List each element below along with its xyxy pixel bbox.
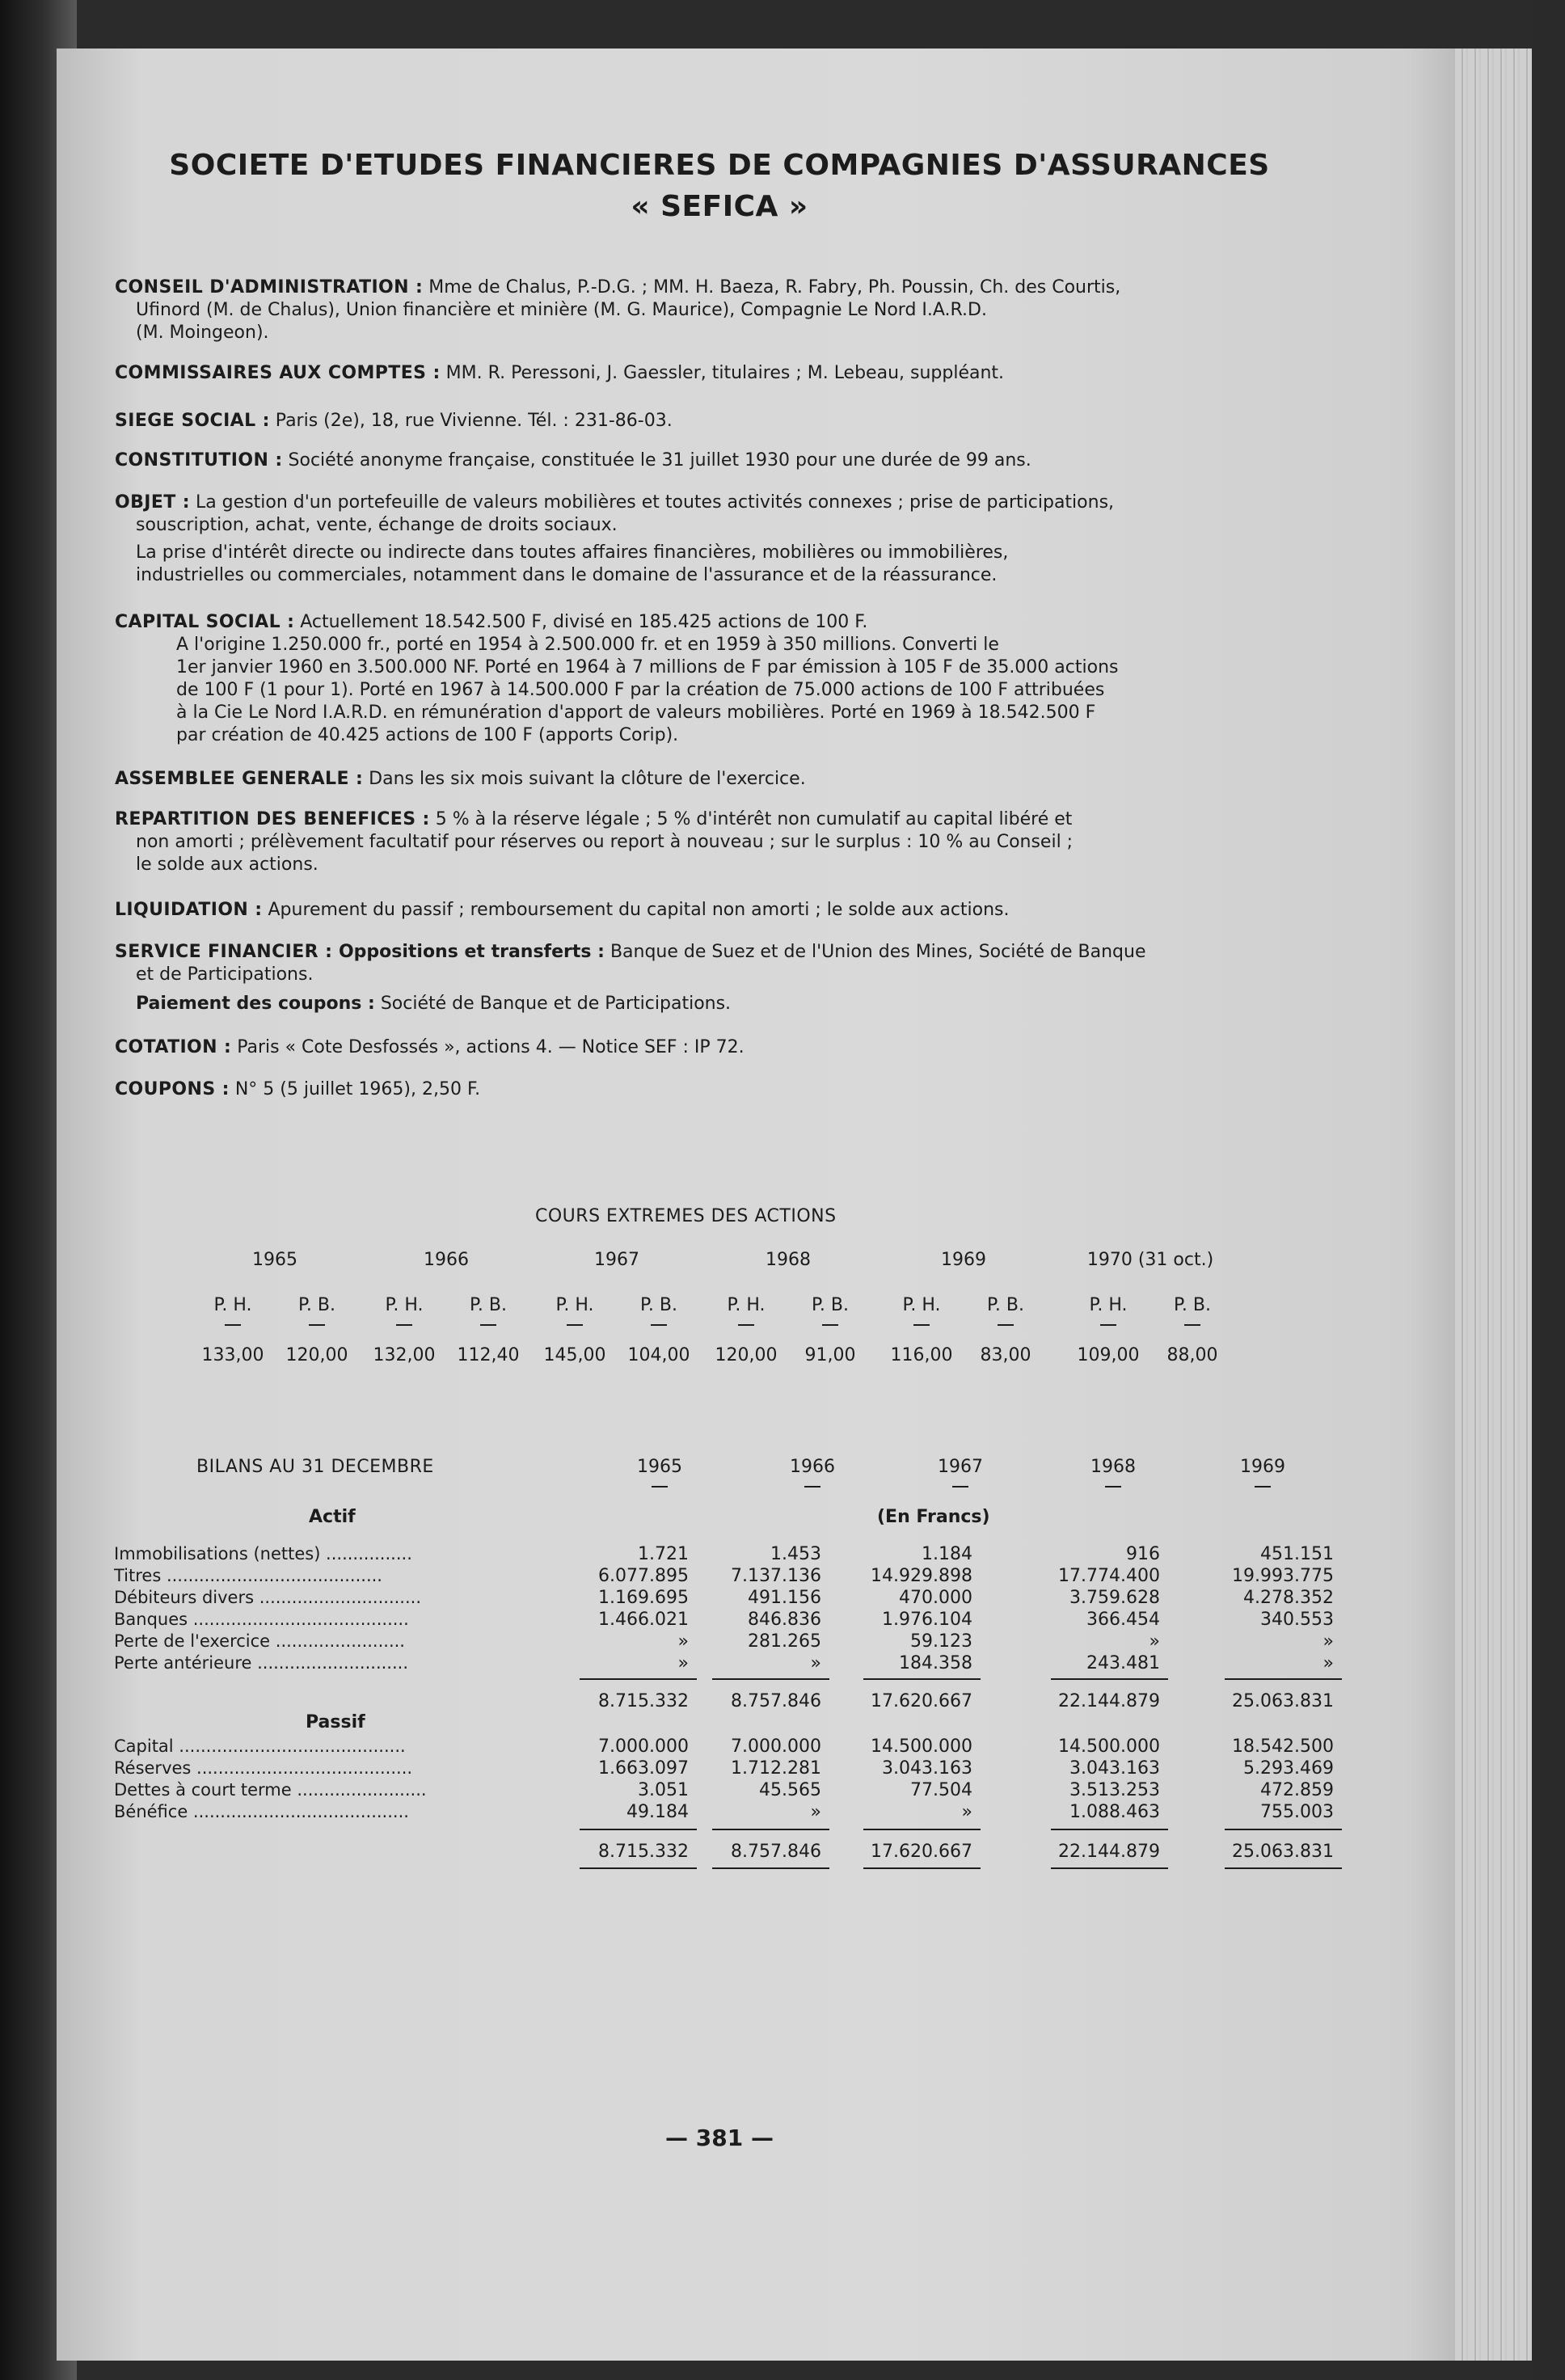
actif-value: » — [810, 1653, 821, 1673]
actif-value: 243.481 — [1086, 1653, 1160, 1673]
passif-value: 18.542.500 — [1232, 1736, 1334, 1757]
cours-header-pb: P. B. — [812, 1295, 849, 1315]
total-rule — [1225, 1867, 1342, 1869]
coupons-text: N° 5 (5 juillet 1965), 2,50 F. — [229, 1079, 481, 1099]
cours-year: 1970 (31 oct.) — [1086, 1250, 1214, 1270]
commissaires-text: MM. R. Peressoni, J. Gaessler, titulaires ; M. Lebeau, suppléant. — [440, 363, 1005, 383]
cours-year: 1966 — [424, 1250, 469, 1270]
dash-divider — [651, 1324, 667, 1326]
actif-value: » — [1322, 1631, 1334, 1652]
total-rule — [580, 1678, 697, 1680]
conseil-text-2: Ufinord (M. de Chalus), Union financière et minière (M. G. Maurice), Compagnie Le Nord I.A.R.D. — [136, 300, 987, 320]
cours-header-ph: P. H. — [555, 1295, 594, 1315]
cours-header-pb: P. B. — [470, 1295, 507, 1315]
objet-text-4: industrielles ou commerciales, notamment dans le domaine de l'assurance et de la réassurance. — [136, 565, 998, 585]
repartition-paragraph — [115, 808, 1311, 876]
total-rule — [712, 1829, 829, 1830]
actif-label: Actif — [309, 1507, 356, 1527]
dash-divider — [1100, 1324, 1116, 1326]
cours-header-ph: P. H. — [213, 1295, 252, 1315]
service-text-3: Société de Banque et de Participations. — [374, 994, 732, 1014]
cours-header-pb: P. B. — [987, 1295, 1024, 1315]
actif-total-value: 22.144.879 — [1058, 1691, 1160, 1711]
conseil-label: CONSEIL D'ADMINISTRATION : — [115, 277, 424, 298]
actif-value: » — [1322, 1653, 1334, 1673]
liquidation-paragraph — [115, 899, 1311, 922]
dash-divider — [804, 1486, 820, 1488]
capital-text-6: par création de 40.425 actions de 100 F (apports Corip). — [176, 725, 679, 745]
cours-year: 1969 — [941, 1250, 986, 1270]
total-rule — [863, 1678, 981, 1680]
passif-value: 1.088.463 — [1069, 1802, 1160, 1822]
objet-text-3: La prise d'intérêt directe ou indirecte dans toutes affaires financières, mobilières ou immobilières, — [136, 542, 1009, 563]
repartition-text: 5 % à la réserve légale ; 5 % d'intérêt non cumulatif au capital libéré et — [429, 809, 1073, 829]
actif-total-value: 17.620.667 — [871, 1691, 972, 1711]
dash-divider — [225, 1324, 241, 1326]
dash-divider — [1255, 1486, 1271, 1488]
bilans-year: 1969 — [1240, 1457, 1285, 1477]
actif-value: 4.278.352 — [1243, 1588, 1334, 1608]
passif-value: 7.000.000 — [731, 1736, 821, 1757]
dash-divider — [998, 1324, 1014, 1326]
service-paragraph — [115, 941, 1311, 1015]
company-title: SOCIETE D'ETUDES FINANCIERES DE COMPAGNIES D'ASSURANCES — [169, 149, 1270, 182]
liquidation-label: LIQUIDATION : — [115, 900, 263, 920]
dash-divider — [309, 1324, 325, 1326]
cours-value: 120,00 — [285, 1345, 348, 1365]
actif-row-label: Perte antérieure ............................ — [114, 1653, 409, 1673]
passif-total-value: 17.620.667 — [871, 1842, 972, 1862]
bilans-year: 1965 — [637, 1457, 682, 1477]
passif-row-label: Réserves ........................................ — [114, 1758, 413, 1778]
dash-divider — [913, 1324, 930, 1326]
cours-header-ph: P. H. — [385, 1295, 424, 1315]
actif-value: » — [677, 1653, 689, 1673]
cours-value: 132,00 — [373, 1345, 436, 1365]
cours-value: 145,00 — [543, 1345, 606, 1365]
assemblee-label: ASSEMBLEE GENERALE : — [115, 769, 364, 789]
repartition-label: REPARTITION DES BENEFICES : — [115, 809, 430, 829]
actif-value: 1.184 — [922, 1544, 972, 1564]
passif-total-value: 22.144.879 — [1058, 1842, 1160, 1862]
dash-divider — [952, 1486, 968, 1488]
passif-label: Passif — [306, 1712, 365, 1732]
siege-paragraph — [115, 410, 1311, 433]
cours-value: 91,00 — [804, 1345, 856, 1365]
service-sub-1: Oppositions et transferts : — [332, 942, 605, 962]
actif-value: 451.151 — [1260, 1544, 1334, 1564]
cours-header-pb: P. B. — [1174, 1295, 1211, 1315]
bilans-year: 1968 — [1090, 1457, 1136, 1477]
actif-value: » — [1149, 1631, 1160, 1652]
actif-value: 1.721 — [638, 1544, 689, 1564]
passif-value: 472.859 — [1260, 1780, 1334, 1800]
actif-value: » — [677, 1631, 689, 1652]
cotation-text: Paris « Cote Desfossés », actions 4. — Notice SEF : IP 72. — [231, 1037, 745, 1057]
page-edges — [1455, 49, 1536, 2361]
objet-text-2: souscription, achat, vente, échange de droits sociaux. — [136, 515, 618, 535]
conseil-text: Mme de Chalus, P.-D.G. ; MM. H. Baeza, R. Fabry, Ph. Poussin, Ch. des Courtis, — [423, 277, 1121, 298]
actif-value: 1.453 — [770, 1544, 821, 1564]
passif-row-label: Capital .......................................... — [114, 1736, 406, 1756]
conseil-paragraph — [115, 276, 1311, 344]
company-subtitle: « SEFICA » — [631, 190, 808, 223]
actif-row-label: Débiteurs divers .............................. — [114, 1588, 421, 1607]
actif-value: 281.265 — [748, 1631, 821, 1652]
cours-value: 109,00 — [1077, 1345, 1140, 1365]
dash-divider — [1184, 1324, 1200, 1326]
dash-divider — [480, 1324, 496, 1326]
total-rule — [1051, 1678, 1168, 1680]
total-rule — [863, 1829, 981, 1830]
cours-year: 1967 — [594, 1250, 639, 1270]
cours-value: 104,00 — [627, 1345, 690, 1365]
coupons-label: COUPONS : — [115, 1079, 230, 1099]
actif-value: 3.759.628 — [1069, 1588, 1160, 1608]
passif-value: 3.513.253 — [1069, 1780, 1160, 1800]
capital-text-2: A l'origine 1.250.000 fr., porté en 1954 à 2.500.000 fr. et en 1959 à 350 millions. Converti le — [176, 635, 999, 655]
passif-value: 45.565 — [759, 1780, 821, 1800]
actif-total-value: 25.063.831 — [1232, 1691, 1334, 1711]
coupons-paragraph — [115, 1078, 1311, 1101]
actif-total-value: 8.715.332 — [598, 1691, 689, 1711]
bilans-title: BILANS AU 31 DECEMBRE — [196, 1457, 434, 1477]
cours-year: 1965 — [252, 1250, 297, 1270]
total-rule — [580, 1867, 697, 1869]
right-background — [1532, 0, 1565, 2380]
siege-label: SIEGE SOCIAL : — [115, 411, 270, 431]
bilans-year: 1966 — [790, 1457, 835, 1477]
cours-header-pb: P. B. — [640, 1295, 677, 1315]
passif-total-value: 25.063.831 — [1232, 1842, 1334, 1862]
bilans-year: 1967 — [938, 1457, 983, 1477]
dash-divider — [1105, 1486, 1121, 1488]
passif-value: 1.712.281 — [731, 1758, 821, 1779]
actif-value: 1.466.021 — [598, 1610, 689, 1630]
conseil-text-3: (M. Moingeon). — [136, 323, 269, 343]
unit-label: (En Francs) — [877, 1507, 990, 1527]
cours-value: 120,00 — [715, 1345, 778, 1365]
cours-value: 83,00 — [980, 1345, 1031, 1365]
repartition-text-3: le solde aux actions. — [136, 855, 318, 875]
total-rule — [1051, 1867, 1168, 1869]
constitution-text: Société anonyme française, constituée le 31 juillet 1930 pour une durée de 99 ans. — [282, 450, 1031, 471]
cours-header-ph: P. H. — [902, 1295, 941, 1315]
passif-value: 755.003 — [1260, 1802, 1334, 1822]
cours-header-pb: P. B. — [298, 1295, 335, 1315]
actif-value: 491.156 — [748, 1588, 821, 1608]
actif-value: 470.000 — [899, 1588, 972, 1608]
passif-value: 49.184 — [626, 1802, 689, 1822]
actif-row-label: Banques ........................................ — [114, 1610, 409, 1629]
actif-value: 1.169.695 — [598, 1588, 689, 1608]
cours-header-ph: P. H. — [1089, 1295, 1128, 1315]
capital-label: CAPITAL SOCIAL : — [115, 612, 295, 632]
cours-value: 133,00 — [201, 1345, 264, 1365]
service-text: Banque de Suez et de l'Union des Mines, Société de Banque — [604, 942, 1146, 962]
service-label: SERVICE FINANCIER : — [115, 942, 333, 962]
passif-value: 3.043.163 — [882, 1758, 972, 1779]
capital-text-5: à la Cie Le Nord I.A.R.D. en rémunération d'apport de valeurs mobilières. Porté en 1969 à 18.542.500 F — [176, 703, 1096, 723]
passif-value: » — [810, 1802, 821, 1822]
capital-text-3: 1er janvier 1960 en 3.500.000 NF. Porté en 1964 à 7 millions de F par émission à 105 F de 35.000 actions — [176, 657, 1119, 677]
passif-value: 7.000.000 — [598, 1736, 689, 1757]
capital-text: Actuellement 18.542.500 F, divisé en 185.425 actions de 100 F. — [294, 612, 868, 632]
cours-title: COURS EXTREMES DES ACTIONS — [535, 1206, 837, 1226]
total-rule — [580, 1829, 697, 1830]
actif-value: 59.123 — [910, 1631, 972, 1652]
passif-value: 5.293.469 — [1243, 1758, 1334, 1779]
actif-value: 14.929.898 — [871, 1566, 972, 1586]
actif-value: 846.836 — [748, 1610, 821, 1630]
passif-value: 14.500.000 — [871, 1736, 972, 1757]
total-rule — [712, 1678, 829, 1680]
actif-value: 184.358 — [899, 1653, 972, 1673]
objet-text: La gestion d'un portefeuille de valeurs mobilières et toutes activités connexes ; prise de participations, — [189, 492, 1115, 513]
constitution-paragraph — [115, 449, 1311, 472]
actif-row-label: Immobilisations (nettes) ................ — [114, 1544, 412, 1563]
assemblee-paragraph — [115, 768, 1311, 791]
siege-text: Paris (2e), 18, rue Vivienne. Tél. : 231-86-03. — [269, 411, 673, 431]
actif-value: 17.774.400 — [1058, 1566, 1160, 1586]
passif-row-label: Bénéfice ........................................ — [114, 1802, 409, 1821]
objet-label: OBJET : — [115, 492, 190, 513]
passif-value: » — [961, 1802, 972, 1822]
service-text-2: et de Participations. — [136, 964, 314, 985]
repartition-text-2: non amorti ; prélèvement facultatif pour réserves ou report à nouveau ; sur le surplus : 10 % au Conseil ; — [136, 832, 1074, 852]
liquidation-text: Apurement du passif ; remboursement du capital non amorti ; le solde aux actions. — [262, 900, 1010, 920]
dash-divider — [652, 1486, 668, 1488]
dash-divider — [567, 1324, 583, 1326]
cours-value: 116,00 — [890, 1345, 953, 1365]
actif-row-label: Perte de l'exercice ........................ — [114, 1631, 405, 1651]
constitution-label: CONSTITUTION : — [115, 450, 283, 471]
passif-value: 3.043.163 — [1069, 1758, 1160, 1779]
actif-value: 6.077.895 — [598, 1566, 689, 1586]
assemblee-text: Dans les six mois suivant la clôture de l'exercice. — [363, 769, 806, 789]
capital-paragraph — [115, 611, 1311, 747]
passif-value: 1.663.097 — [598, 1758, 689, 1779]
passif-total-value: 8.715.332 — [598, 1842, 689, 1862]
commissaires-label: COMMISSAIRES AUX COMPTES : — [115, 363, 441, 383]
cotation-label: COTATION : — [115, 1037, 232, 1057]
dash-divider — [396, 1324, 412, 1326]
actif-value: 19.993.775 — [1232, 1566, 1334, 1586]
cours-header-ph: P. H. — [727, 1295, 766, 1315]
total-rule — [1051, 1829, 1168, 1830]
cotation-paragraph — [115, 1036, 1311, 1059]
passif-total-value: 8.757.846 — [731, 1842, 821, 1862]
cours-value: 88,00 — [1166, 1345, 1218, 1365]
page-number: — 381 — — [665, 2125, 774, 2151]
dash-divider — [738, 1324, 754, 1326]
actif-value: 7.137.136 — [731, 1566, 821, 1586]
actif-value: 340.553 — [1260, 1610, 1334, 1630]
dash-divider — [822, 1324, 838, 1326]
passif-value: 3.051 — [638, 1780, 689, 1800]
actif-row-label: Titres ........................................ — [114, 1566, 382, 1585]
total-rule — [1225, 1829, 1342, 1830]
passif-row-label: Dettes à court terme ........................ — [114, 1780, 427, 1800]
actif-total-value: 8.757.846 — [731, 1691, 821, 1711]
actif-value: 916 — [1126, 1544, 1160, 1564]
capital-text-4: de 100 F (1 pour 1). Porté en 1967 à 14.500.000 F par la création de 75.000 actions de 100 F attribuées — [176, 680, 1105, 700]
total-rule — [712, 1867, 829, 1869]
total-rule — [863, 1867, 981, 1869]
actif-value: 1.976.104 — [882, 1610, 972, 1630]
passif-value: 14.500.000 — [1058, 1736, 1160, 1757]
service-sub-2: Paiement des coupons : — [136, 994, 375, 1014]
objet-paragraph — [115, 492, 1311, 587]
total-rule — [1225, 1678, 1342, 1680]
passif-value: 77.504 — [910, 1780, 972, 1800]
actif-value: 366.454 — [1086, 1610, 1160, 1630]
cours-value: 112,40 — [457, 1345, 520, 1365]
commissaires-paragraph — [115, 362, 1311, 385]
page — [57, 49, 1463, 2361]
cours-year: 1968 — [766, 1250, 811, 1270]
